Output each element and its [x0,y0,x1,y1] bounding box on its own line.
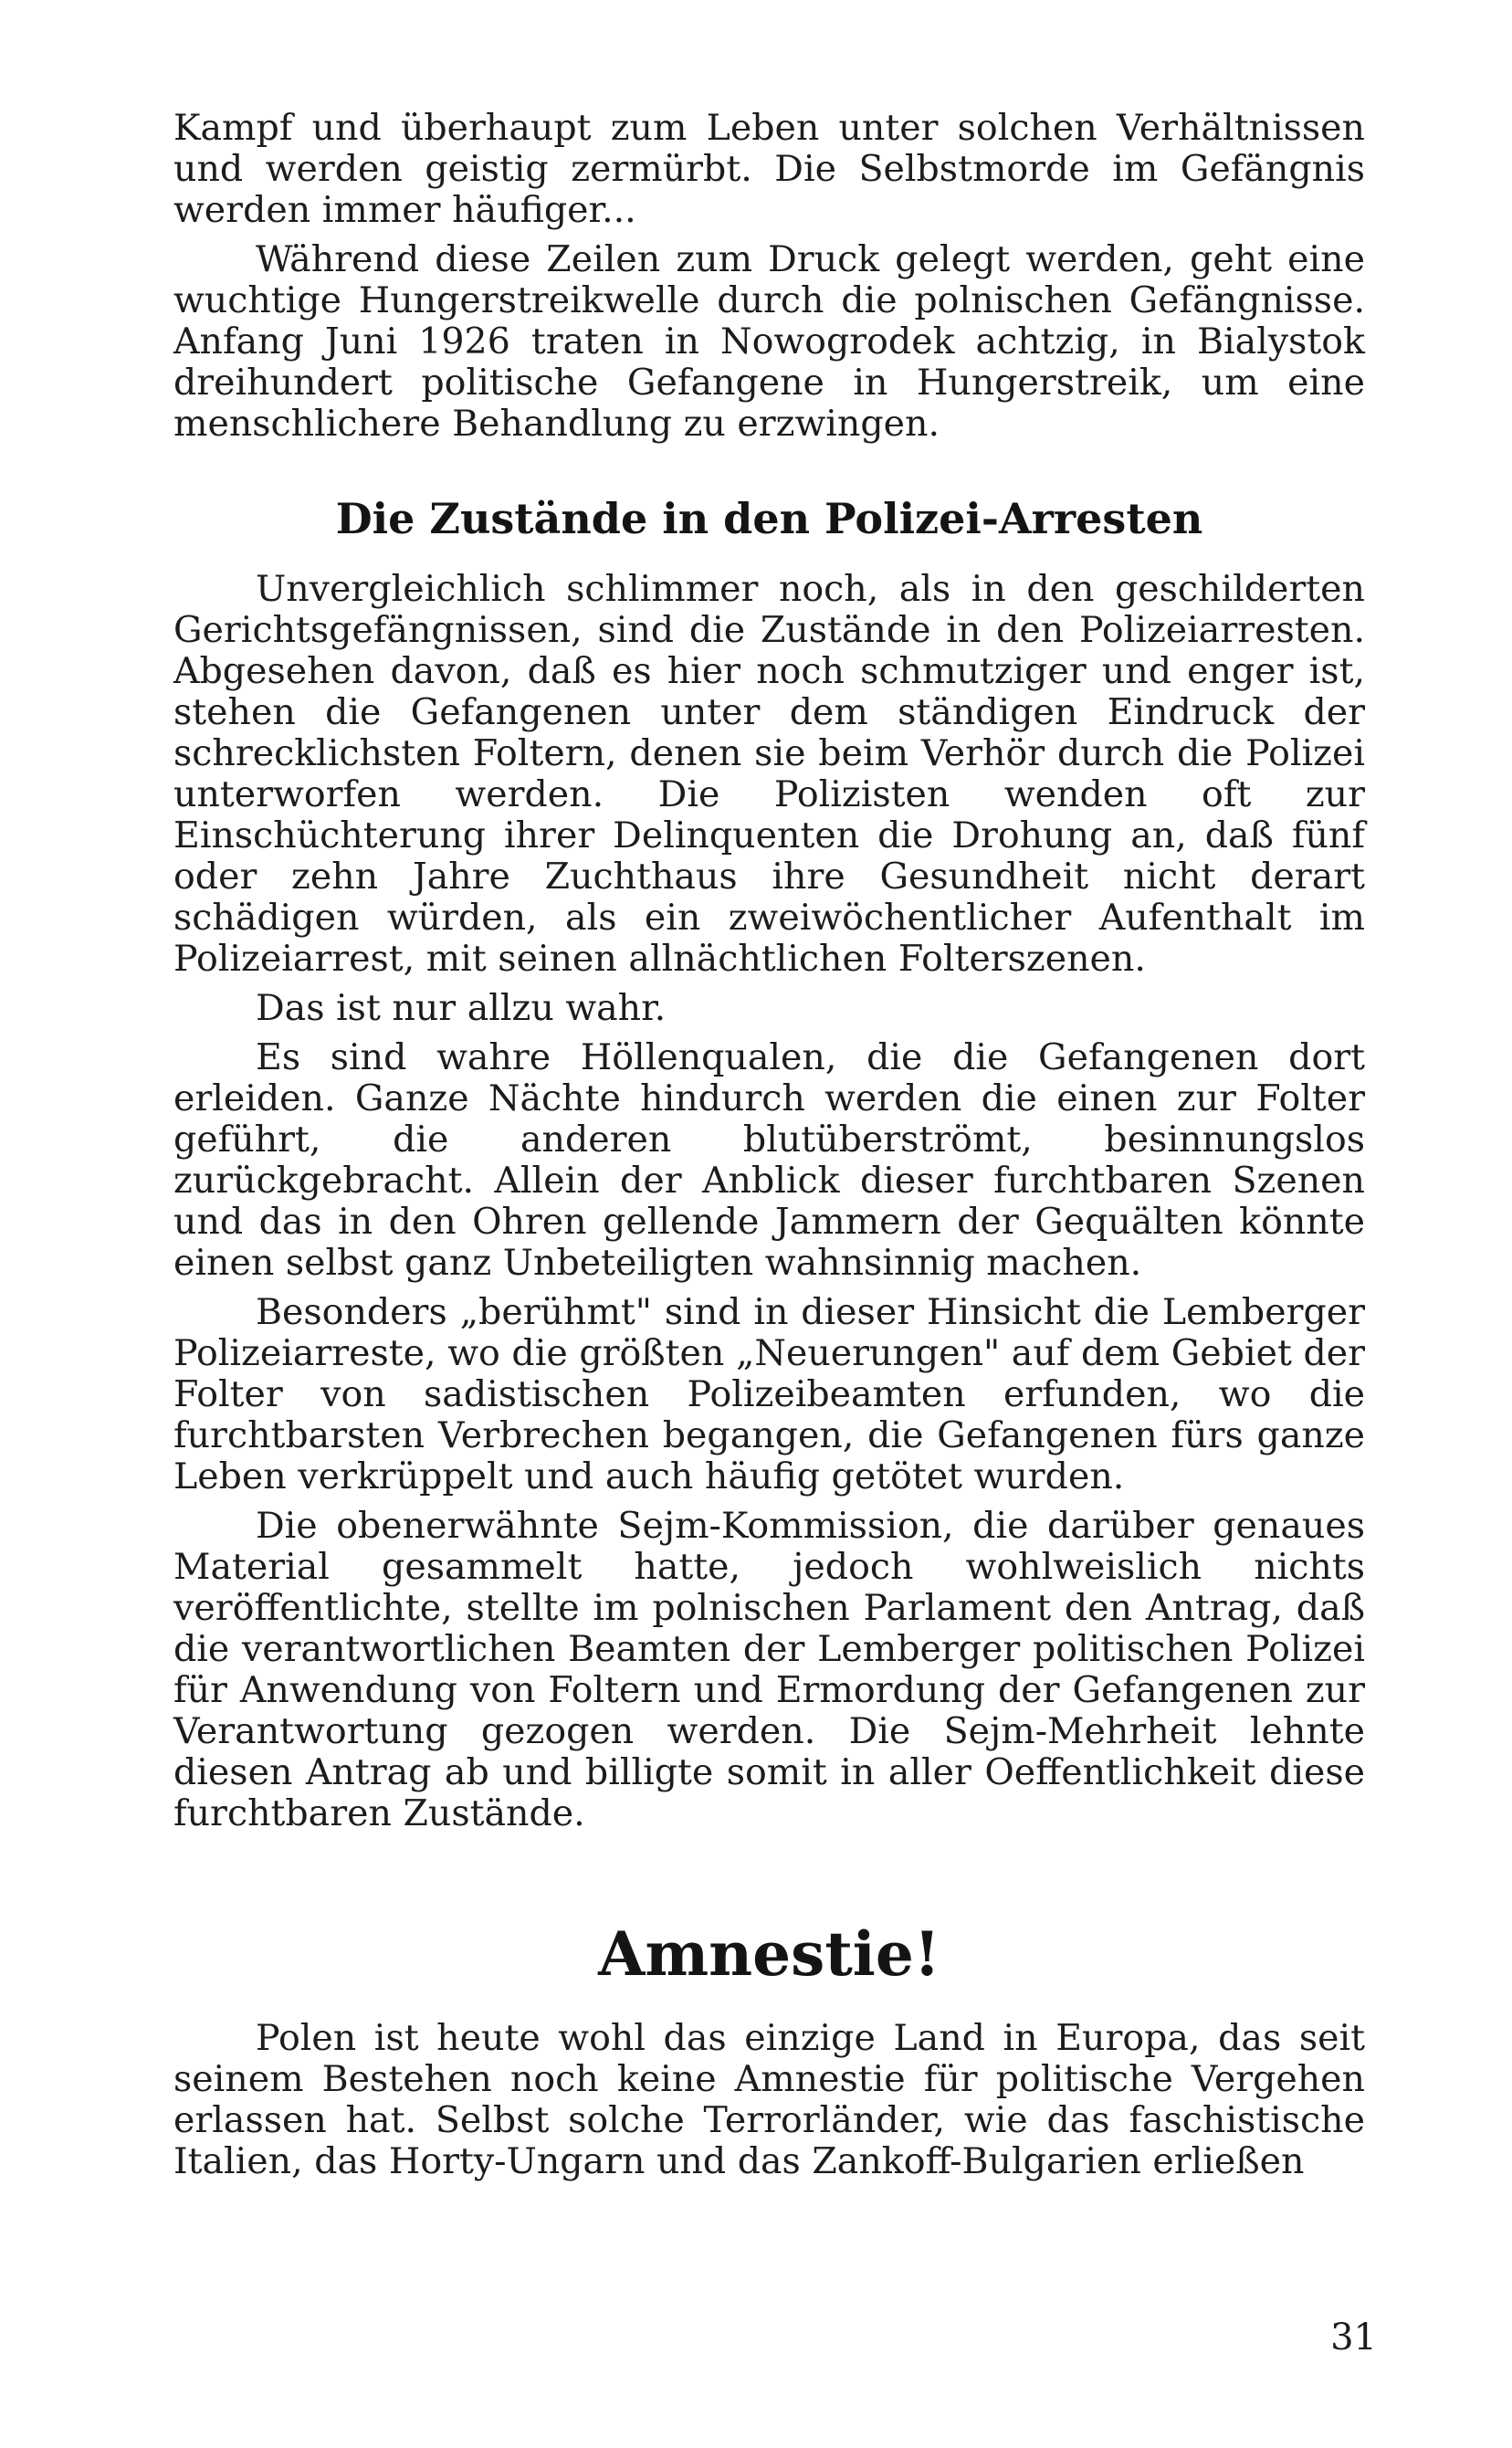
text-block-top [173,108,1365,445]
section-heading-polizei-arresten: Die Zustände in den Polizei-Arresten [335,494,1203,543]
text-block-amnestie [173,2018,1365,2182]
section-heading-amnestie: Amnestie! [598,1918,940,1990]
page-number: 31 [1330,2317,1377,2359]
paragraph-lemberger: Besonders „berühmt" sind in dieser Hinsicht die Lemberger Polizeiarreste, wo die größten „Neuerungen" auf dem Gebiet der Folter von sadistischen Polizeibeamten erfunden, wo die furchtbarsten Verbrechen begangen, die Gefangenen fürs ganze Leben verkrüppelt und auch häufig getötet wurden. [173,1291,1365,1497]
paragraph-sejm: Die obenerwähnte Sejm-Kommission, die darüber genaues Material gesammelt hatte, jedoch wohlweislich nichts veröffentlichte, stellte im polnischen Parlament den Antrag, daß die verantwortlichen Beamten der Lemberger politischen Polizei für Anwendung von Foltern und Ermordung der Gefangenen zur Verantwortung gezogen werden. Die Sejm-Mehrheit lehnte diesen Antrag ab und billigte somit in aller Oeffentlichkeit diese furchtbaren Zustände. [173,1505,1365,1834]
paragraph-unvergleichlich: Unvergleichlich schlimmer noch, als in den geschilderten Gerichtsgefängnissen, sind die Zustände in den Polizeiarresten. Abgesehen davon, daß es hier noch schmutziger und enger ist, stehen die Gefangenen unter dem ständigen Eindruck der schrecklichsten Foltern, denen sie beim Verhör durch die Polizei unterworfen werden. Die Polizisten wenden oft zur Einschüchterung ihrer Delinquenten die Drohung an, daß fünf oder zehn Jahre Zuchthaus ihre Gesundheit nicht derart schädigen würden, als ein zweiwöchentlicher Aufenthalt im Polizeiarrest, mit seinen allnächtlichen Folterszenen. [173,568,1365,980]
paragraph-continued: Kampf und überhaupt zum Leben unter solchen Verhältnissen und werden geistig zermürbt. Die Selbstmorde im Gefängnis werden immer häufiger... [173,107,1365,231]
paragraph-hoellenqualen: Es sind wahre Höllenqualen, die die Gefangenen dort erleiden. Ganze Nächte hindurch werden die einen zur Folter geführt, die anderen blutüberströmt, besinnungslos zurückgebracht. Allein der Anblick dieser furchtbaren Szenen und das in den Ohren gellende Jammern der Gequälten könnte einen selbst ganz Unbeteiligten wahnsinnig machen. [173,1036,1365,1284]
paragraph-amnestie: Polen ist heute wohl das einzige Land in Europa, das seit seinem Bestehen noch keine Amnestie für politische Vergehen erlassen hat. Selbst solche Terrorländer, wie das faschistische Italien, das Horty-Ungarn und das Zankoff-Bulgarien erließen [173,2017,1365,2182]
paragraph-wahr: Das ist nur allzu wahr. [256,987,667,1029]
text-block-polizei [173,569,1365,1834]
paragraph-hungerstreik: Während diese Zeilen zum Druck gelegt werden, geht eine wuchtige Hungerstreikwelle durch die polnischen Gefängnisse. Anfang Juni 1926 traten in Nowogrodek achtzig, in Bialystok dreihundert politische Gefangene in Hungerstreik, um eine menschlichere Behandlung zu erzwingen. [173,238,1365,445]
